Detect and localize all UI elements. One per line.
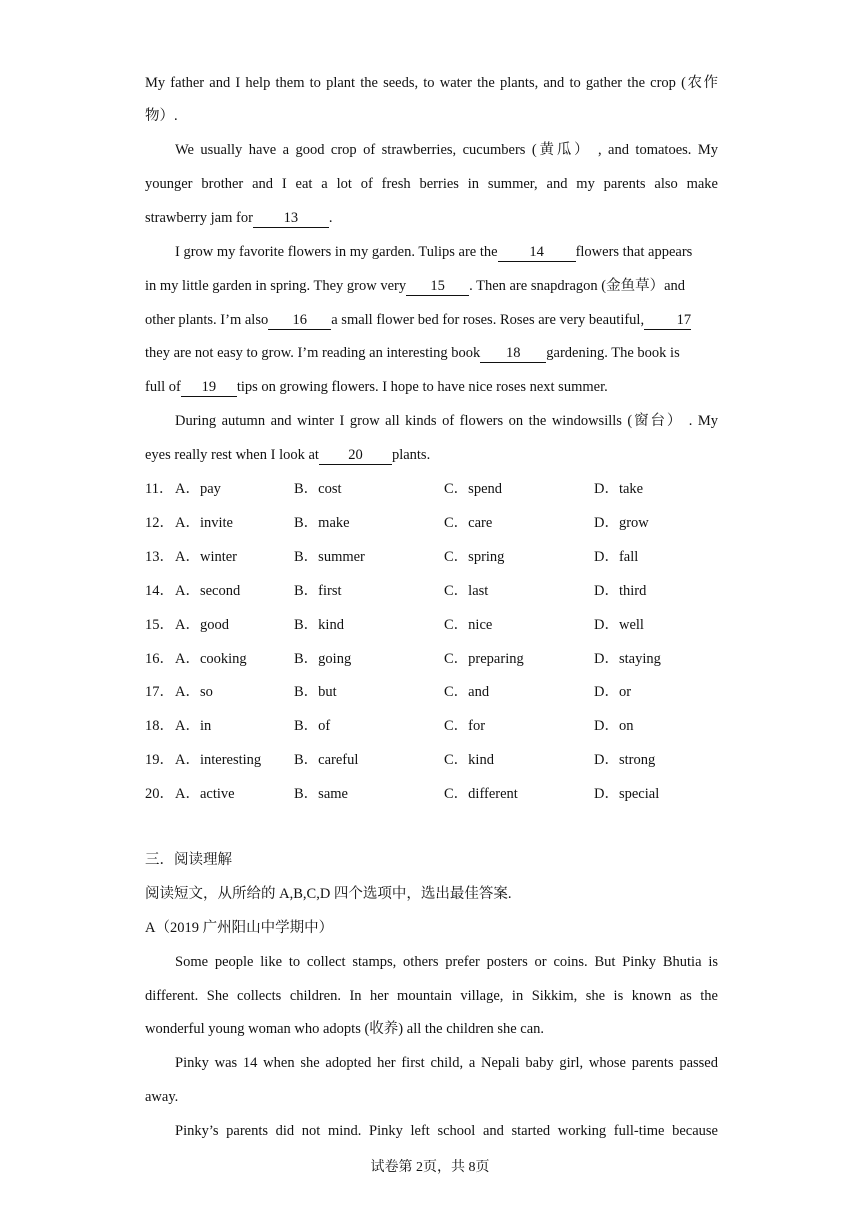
- option-b[interactable]: B．careful: [294, 752, 359, 769]
- option-a[interactable]: A．in: [175, 718, 212, 735]
- option-c[interactable]: C．spring: [444, 548, 505, 565]
- question-row: [145, 513, 718, 533]
- passage-text: strawberry jam for: [145, 210, 253, 226]
- question-number: 11．: [145, 481, 174, 497]
- passage-line: During autumn and winter I grow all kinds of flowers on the windowsills (窗台） . My: [175, 413, 718, 429]
- option-d[interactable]: D．staying: [594, 650, 661, 667]
- question-number: 17．: [145, 684, 174, 701]
- blank-20: 20: [319, 447, 392, 465]
- passage-text: other plants. I’m also: [145, 312, 269, 328]
- passage-line: [145, 242, 718, 262]
- question-row: [145, 750, 718, 770]
- passage-text: .: [328, 210, 333, 226]
- option-b[interactable]: B．kind: [294, 616, 344, 633]
- reading-line: Some people like to collect stamps, others prefer posters or coins. But Pinky Bhutia is: [175, 954, 718, 970]
- reading-line: away.: [145, 1089, 179, 1105]
- option-c[interactable]: C．for: [444, 718, 486, 735]
- option-a[interactable]: A．interesting: [175, 752, 262, 769]
- option-a[interactable]: A．cooking: [175, 650, 247, 667]
- passage-line: [145, 377, 718, 397]
- passage-line: [145, 445, 718, 465]
- option-b[interactable]: B．make: [294, 514, 350, 531]
- blank-16: 16: [268, 312, 331, 330]
- option-d[interactable]: D．fall: [594, 548, 639, 565]
- question-number: 13．: [145, 548, 174, 565]
- option-d[interactable]: D．grow: [594, 514, 649, 531]
- passage-line: [145, 343, 718, 363]
- passage-text: tips on growing flowers. I hope to have nice roses next summer.: [236, 379, 608, 395]
- question-row: [145, 649, 718, 669]
- passage-text: full of: [145, 379, 181, 395]
- reading-line: Pinky was 14 when she adopted her first child, a Nepali baby girl, whose parents passed: [175, 1055, 718, 1071]
- blank-13: 13: [253, 210, 329, 228]
- option-c[interactable]: C．last: [444, 582, 489, 599]
- option-a[interactable]: A．invite: [175, 514, 233, 531]
- question-number: 12．: [145, 514, 174, 531]
- blank-17: 17: [644, 312, 691, 330]
- passage-text: I grow my favorite flowers in my garden. Tulips are the: [175, 244, 498, 260]
- question-row: [145, 682, 718, 702]
- option-d[interactable]: D．or: [594, 684, 632, 701]
- option-c[interactable]: C．and: [444, 684, 490, 701]
- option-a[interactable]: A．so: [175, 684, 213, 701]
- question-row: [145, 716, 718, 736]
- passage-text: flowers that appears: [575, 244, 693, 260]
- blank-15: 15: [406, 278, 469, 296]
- question-row: [145, 479, 718, 499]
- question-row: [145, 784, 718, 804]
- passage-line: My father and I help them to plant the seeds, to water the plants, and to gather the crop (农作: [145, 75, 718, 91]
- question-number: 20．: [145, 786, 174, 803]
- option-b[interactable]: B．going: [294, 650, 352, 667]
- passage-text: plants.: [391, 447, 431, 463]
- option-d[interactable]: D．third: [594, 582, 647, 599]
- reading-line: Pinky’s parents did not mind. Pinky left school and started working full-time because: [175, 1123, 718, 1139]
- section-heading: 三．阅读理解: [145, 852, 232, 868]
- passage-text: gardening. The book is: [546, 345, 680, 361]
- passage-line: [145, 208, 718, 228]
- option-b[interactable]: B．first: [294, 582, 342, 599]
- option-d[interactable]: D．strong: [594, 752, 656, 769]
- option-d[interactable]: D．take: [594, 481, 644, 497]
- passage-line: [145, 276, 718, 296]
- question-row: [145, 581, 718, 601]
- question-number: 14．: [145, 582, 174, 599]
- question-row: [145, 615, 718, 635]
- passage-line: younger brother and I eat a lot of fresh berries in summer, and my parents also make: [145, 176, 718, 192]
- option-c[interactable]: C．different: [444, 786, 518, 803]
- question-number: 16．: [145, 650, 174, 667]
- passage-line: [145, 310, 718, 330]
- option-c[interactable]: C．spend: [444, 481, 502, 497]
- option-c[interactable]: C．kind: [444, 752, 494, 769]
- question-number: 18．: [145, 718, 174, 735]
- option-a[interactable]: A．pay: [175, 481, 221, 497]
- option-a[interactable]: A．second: [175, 582, 241, 599]
- option-c[interactable]: C．care: [444, 514, 493, 531]
- option-d[interactable]: D．well: [594, 616, 644, 633]
- blank-18: 18: [480, 345, 546, 363]
- passage-line: We usually have a good crop of strawberries, cucumbers (黄瓜） , and tomatoes. My: [175, 142, 718, 158]
- option-b[interactable]: B．cost: [294, 481, 342, 497]
- option-c[interactable]: C．preparing: [444, 650, 524, 667]
- passage-text: eyes really rest when I look at: [145, 447, 319, 463]
- passage-source: A（2019 广州阳山中学期中）: [145, 920, 334, 936]
- passage-text: they are not easy to grow. I’m reading an interesting book: [145, 345, 481, 361]
- option-b[interactable]: B．of: [294, 718, 331, 735]
- option-b[interactable]: B．same: [294, 786, 348, 803]
- blank-14: 14: [498, 244, 576, 262]
- passage-text: . Then are snapdragon (金鱼草）and: [469, 278, 686, 294]
- option-b[interactable]: B．summer: [294, 548, 365, 565]
- option-b[interactable]: B．but: [294, 684, 337, 701]
- question-number: 19．: [145, 752, 174, 769]
- option-d[interactable]: D．special: [594, 786, 660, 803]
- passage-text: in my little garden in spring. They grow very: [145, 278, 407, 294]
- reading-line: wonderful young woman who adopts (收养) all the children she can.: [145, 1021, 545, 1037]
- question-row: [145, 547, 718, 567]
- option-c[interactable]: C．nice: [444, 616, 493, 633]
- page-footer: 试卷第 2页，共 8页: [370, 1160, 490, 1175]
- passage-line: 物）.: [145, 108, 178, 124]
- blank-19: 19: [181, 379, 237, 397]
- option-a[interactable]: A．good: [175, 616, 229, 633]
- reading-line: different. She collects children. In her mountain village, in Sikkim, she is known as the: [145, 988, 718, 1004]
- question-number: 15．: [145, 616, 174, 633]
- option-a[interactable]: A．winter: [175, 548, 238, 565]
- option-d[interactable]: D．on: [594, 718, 634, 735]
- option-a[interactable]: A．active: [175, 786, 235, 803]
- section-instruction: 阅读短文，从所给的 A,B,C,D 四个选项中，选出最佳答案.: [145, 886, 512, 902]
- passage-text: a small flower bed for roses. Roses are very beautiful,: [331, 312, 645, 328]
